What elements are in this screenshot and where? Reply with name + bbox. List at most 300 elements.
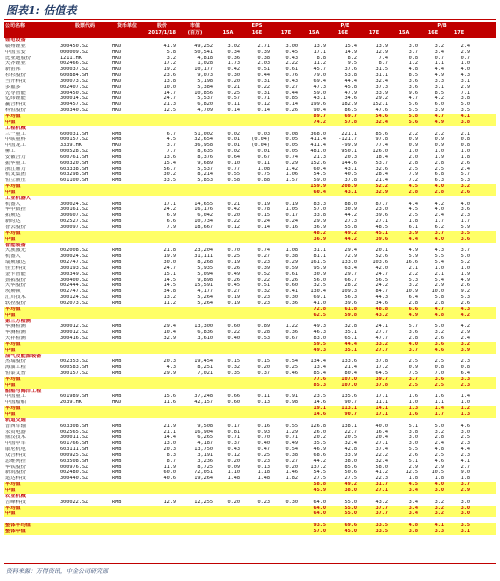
- cell: 32.6: [375, 166, 388, 172]
- cell: 601100.SH: [60, 178, 89, 184]
- cell: 300400.SZ: [60, 277, 89, 283]
- cell: 0.23: [257, 458, 270, 464]
- cell: 5,537: [197, 166, 213, 172]
- cell: 37.8: [375, 382, 388, 388]
- cell: RMB: [112, 271, 122, 277]
- cell: 20.1: [375, 248, 388, 254]
- cell: 0.55: [227, 172, 240, 178]
- cell: 5.1: [408, 423, 418, 429]
- cell: 7,021: [197, 371, 213, 377]
- cell: 0.9: [434, 137, 444, 143]
- cell: 1.7: [434, 219, 444, 225]
- cell: 0.16: [285, 225, 298, 230]
- cell: 0.22: [227, 330, 240, 336]
- cell: 0.66: [227, 394, 240, 400]
- cell: RMB: [112, 201, 122, 207]
- cell: 0.85: [285, 96, 298, 102]
- cell: 5.3: [408, 277, 418, 283]
- cell: 12.9: [375, 49, 388, 55]
- cell: 603308.SH: [60, 423, 89, 429]
- cell: 133.6: [341, 359, 357, 365]
- cell: 14.1: [375, 406, 388, 412]
- cell: 14.5: [163, 277, 176, 283]
- cell: 45.8: [344, 84, 357, 90]
- cell: 54.6: [375, 113, 388, 119]
- cell: 12.5: [163, 108, 176, 114]
- cell: 第三方检测: [5, 318, 31, 324]
- cell: 29.7: [344, 271, 357, 277]
- cell: 中国中车: [5, 441, 26, 447]
- cell: 13,300: [194, 324, 213, 330]
- cell: 海油工程: [5, 365, 26, 371]
- cell: 3.2: [460, 341, 470, 347]
- cell: 80.4: [344, 371, 357, 377]
- cell: 2.6: [460, 300, 470, 306]
- cell: 13.6: [163, 154, 176, 160]
- cell: 7.5: [408, 371, 418, 377]
- cell: 002565.SZ: [60, 429, 89, 435]
- cell: 0.51: [257, 283, 270, 289]
- cell: 20.3: [163, 359, 176, 365]
- cell: 0.77: [227, 166, 240, 172]
- cell: RMB: [112, 429, 122, 435]
- cell: 0.9: [408, 137, 418, 143]
- cell: 3.9: [434, 108, 444, 114]
- cell: 2.3: [460, 213, 470, 219]
- cell: [244, 529, 270, 535]
- cell: RMB: [112, 336, 122, 342]
- cell: 0.31: [257, 78, 270, 84]
- cell: 10,734: [194, 219, 213, 225]
- cell: 平均值: [5, 505, 21, 511]
- cell: 0.57: [227, 96, 240, 102]
- cell: 32.4: [375, 458, 388, 464]
- cell: 0.60: [285, 283, 298, 289]
- cell: 4.3: [434, 248, 444, 254]
- cell: RMB: [112, 283, 122, 289]
- cell: 4.0: [408, 341, 418, 347]
- cell: 8.3: [166, 452, 176, 458]
- cell: 74.2: [313, 119, 326, 125]
- cell: HKD: [112, 67, 122, 73]
- cell: 12,255: [194, 499, 213, 505]
- cell: 1.7: [434, 412, 444, 417]
- cell: 0.8: [460, 143, 470, 149]
- cell: RMB: [112, 359, 122, 365]
- cell: 2.8: [408, 336, 418, 342]
- cell: 31.7: [375, 482, 388, 488]
- cell: 603508.SH: [60, 458, 89, 464]
- cell: 轨道交通: [5, 417, 26, 423]
- cell: 13,750: [194, 447, 213, 453]
- cell: 0.23: [257, 295, 270, 301]
- cell: 27.7: [375, 347, 388, 353]
- cell: 汇川技术: [5, 295, 26, 301]
- cell: 85.6: [344, 464, 357, 470]
- cell: 0.26: [285, 277, 298, 283]
- cell: 300193.SZ: [60, 265, 89, 271]
- cell: 32.8: [344, 324, 357, 330]
- cell: 18,667: [194, 225, 213, 230]
- cell: 93.5: [313, 523, 326, 529]
- cell: 55.0: [344, 511, 357, 517]
- cell: 0.13: [257, 464, 270, 470]
- cell: 天祥检测: [5, 336, 26, 342]
- cell: 0.05: [285, 137, 298, 143]
- cell: 11.1: [375, 400, 388, 406]
- cell: 0.37: [227, 441, 240, 447]
- cell: 300124.SZ: [60, 295, 89, 301]
- cell: 1.7: [460, 219, 470, 225]
- cell: 思维列控: [5, 458, 26, 464]
- cell: 1.2: [408, 61, 418, 67]
- cell: 0.41: [285, 289, 298, 295]
- cell: 28.4: [375, 172, 388, 178]
- cell: 0.51: [257, 67, 270, 73]
- cell: 2.9: [460, 330, 470, 336]
- cell: 0.71: [257, 96, 270, 102]
- cell: 永贵电器: [5, 429, 26, 435]
- cell: 72.9: [344, 254, 357, 260]
- cell: 船舶与海洋工程: [5, 388, 42, 394]
- cell: 14.6: [313, 412, 326, 417]
- cell: 埃斯顿: [5, 289, 21, 295]
- cell: 1.6: [434, 394, 444, 400]
- cell: 恒立液压: [5, 178, 26, 184]
- cell: 32.4: [375, 119, 388, 125]
- cell: 109.3: [341, 289, 357, 295]
- cell: HKD: [112, 43, 122, 49]
- cell: 0.44: [285, 90, 298, 96]
- cell: 66.7: [344, 277, 357, 283]
- cell: 2.6: [460, 283, 470, 289]
- header-year: 17E: [368, 30, 380, 36]
- cell: 7.2: [408, 178, 418, 184]
- cell: 6.1: [408, 225, 418, 230]
- cell: 0.25: [227, 90, 240, 96]
- cell: 2.71: [257, 43, 270, 49]
- cell: 6,820: [197, 102, 213, 108]
- cell: 15.4: [163, 160, 176, 166]
- cell: 32,654: [194, 137, 213, 143]
- cell: 0.05: [285, 149, 298, 155]
- cell: 31,111: [194, 254, 213, 260]
- cell: RMB: [112, 277, 122, 283]
- cell: 601989.SH: [60, 394, 89, 400]
- cell: 0.43: [285, 78, 298, 84]
- cell: RMB: [112, 295, 122, 301]
- cell: 7.9: [166, 225, 176, 230]
- cell: 0.26: [227, 265, 240, 271]
- cell: 0.27: [227, 289, 240, 295]
- cell: 0.67: [285, 336, 298, 342]
- cell: 3.1: [460, 78, 470, 84]
- cell: HKD: [112, 55, 122, 61]
- cell: 2.9: [460, 487, 470, 493]
- cell: 14.9: [344, 49, 357, 55]
- cell: 4.8: [408, 523, 418, 529]
- cell: 77.6: [313, 376, 326, 382]
- cell: 机器人: [5, 254, 21, 260]
- cell: 油气及能源装备: [5, 353, 42, 359]
- cell: 1.4: [460, 394, 470, 400]
- cell: 2.8: [434, 435, 444, 441]
- cell: 002747.SZ: [60, 260, 89, 266]
- cell: 当升科技: [5, 78, 26, 84]
- cell: 4.0: [434, 482, 444, 488]
- cell: 0.38: [257, 55, 270, 61]
- cell: 23,204: [194, 248, 213, 254]
- cell: 华测检测: [5, 330, 26, 336]
- cell: 0.49: [227, 271, 240, 277]
- cell: RMB: [112, 499, 122, 505]
- cell: 瑞斯康达: [5, 260, 26, 266]
- cell: 2.22: [285, 61, 298, 67]
- cell: 杉杉股份: [5, 73, 26, 79]
- cell: 50,541: [194, 49, 213, 55]
- cell: 2.8: [434, 300, 444, 306]
- cell: 4,177: [197, 289, 213, 295]
- cell: 2.4: [460, 336, 470, 342]
- cell: 2.5: [408, 213, 418, 219]
- cell: 14,655: [194, 201, 213, 207]
- cell: RMB: [112, 166, 122, 172]
- cell: 新时达: [5, 219, 21, 225]
- cell: 4.9: [460, 277, 470, 283]
- cell: 4.0: [434, 236, 444, 242]
- cell: 0.47: [257, 447, 270, 453]
- cell: 0.13: [257, 400, 270, 406]
- cell: 10.9: [405, 289, 418, 295]
- cell: RMB: [112, 137, 122, 143]
- cell: 平均值: [5, 230, 21, 236]
- cell: 中值: [5, 347, 16, 353]
- cell: 华铁股份: [5, 464, 26, 470]
- cell: 0.11: [257, 160, 270, 166]
- cell: 0.71: [227, 435, 240, 441]
- cell: 恒泰艾普: [5, 371, 26, 377]
- cell: 11.9: [163, 464, 176, 470]
- cell: 3.0: [460, 505, 470, 511]
- cell: 0.38: [285, 254, 298, 260]
- cell: 2.5: [434, 166, 444, 172]
- cell: 9,508: [197, 423, 213, 429]
- cell: 0.9: [434, 143, 444, 149]
- cell: 88.0: [344, 201, 357, 207]
- cell: 27.1: [375, 219, 388, 225]
- cell: 37,248: [194, 394, 213, 400]
- cell: 16.4: [375, 429, 388, 435]
- cell: 5.8: [166, 49, 176, 55]
- cell: 3.8: [460, 96, 470, 102]
- cell: 64.0: [313, 511, 326, 517]
- cell: 32.5: [313, 283, 326, 289]
- cell: 33.9: [344, 452, 357, 458]
- cell: 0.01: [227, 143, 240, 149]
- cell: 4.3: [460, 73, 470, 79]
- cell: 9,073: [197, 73, 213, 79]
- header-pe: P/E: [340, 23, 350, 29]
- cell: 44.2: [313, 458, 326, 464]
- cell: 55.0: [344, 499, 357, 505]
- cell: 8,725: [197, 464, 213, 470]
- cell: 137.2: [310, 464, 326, 470]
- cell: 0.81: [227, 429, 240, 435]
- cell: 21.3: [313, 154, 326, 160]
- cell: 27.1: [375, 487, 388, 493]
- cell: 144.6: [341, 160, 357, 166]
- cell: 3.2: [434, 429, 444, 435]
- cell: 1.8: [434, 476, 444, 482]
- cell: 5.7: [460, 172, 470, 178]
- cell: 0.36: [285, 300, 298, 306]
- cell: 3.7: [434, 230, 444, 236]
- cell: 0.26: [227, 277, 240, 283]
- cell: 126.8: [310, 423, 326, 429]
- cell: 0.49: [285, 441, 298, 447]
- cell: 41.2: [375, 470, 388, 476]
- cell: 39.6: [344, 300, 357, 306]
- cell: 0.39: [257, 265, 270, 271]
- cell: 43.1: [344, 189, 357, 195]
- cell: 杰瑞股份: [5, 359, 26, 365]
- cell: 49,252: [194, 43, 213, 49]
- cell: [148, 529, 176, 535]
- cell: 0.19: [227, 295, 240, 301]
- header-year: 17E: [453, 30, 465, 36]
- cell: 5.8: [408, 113, 418, 119]
- cell: 300457.SZ: [60, 102, 89, 108]
- cell: 37.8: [375, 359, 388, 365]
- cell: 中国宝安: [5, 49, 26, 55]
- cell: 农业机械: [5, 493, 26, 499]
- cell: 金卡智能: [5, 271, 26, 277]
- cell: 2.2: [408, 131, 418, 137]
- cell: 65.1: [344, 336, 357, 342]
- cell: 57.0: [313, 207, 326, 213]
- cell: 3.6: [434, 341, 444, 347]
- cell: 8.7: [166, 458, 176, 464]
- cell: 69.1: [313, 295, 326, 301]
- cell: 吉峰科技: [5, 499, 26, 505]
- cell: 24.7: [163, 96, 176, 102]
- cell: 5,853: [197, 178, 213, 184]
- cell: 31.5: [375, 67, 388, 73]
- cell: 3.4: [408, 487, 418, 493]
- cell: 中值: [5, 412, 16, 417]
- cell: 工业机器人: [5, 195, 31, 201]
- cell: 中值: [5, 382, 16, 388]
- cell: 47.6: [375, 108, 388, 114]
- header-date: 2017/1/18: [147, 30, 176, 36]
- cell: 0.29: [285, 160, 298, 166]
- cell: 4.7: [434, 306, 444, 312]
- cell: 24.2: [163, 207, 176, 213]
- cell: 1.0: [408, 400, 418, 406]
- cell: 49.2: [344, 230, 357, 236]
- cell: 10.0: [163, 84, 176, 90]
- cell: 4.8: [434, 312, 444, 318]
- cell: 6,836: [197, 330, 213, 336]
- cell: 0.24: [285, 219, 298, 225]
- cell: 0.7: [434, 55, 444, 61]
- cell: RMB: [112, 178, 122, 184]
- cell: 26.0: [313, 429, 326, 435]
- cell: 40.0: [375, 423, 388, 429]
- cell: 3.7: [166, 143, 176, 149]
- cell: 30.2: [163, 172, 176, 178]
- cell: RMB: [112, 213, 122, 219]
- cell: 0.02: [227, 131, 240, 137]
- cell: 39.7: [375, 376, 388, 382]
- header-pb: P/B: [437, 23, 447, 29]
- cell: 54.5: [313, 172, 326, 178]
- cell: 29.4: [344, 248, 357, 254]
- cell: 中值: [5, 312, 16, 318]
- cell: 1.0: [434, 149, 444, 155]
- cell: 0.22: [257, 84, 270, 90]
- cell: 2.5: [408, 166, 418, 172]
- cell: 60.4: [313, 166, 326, 172]
- cell: 39.6: [375, 213, 388, 219]
- cell: 85.6: [375, 131, 388, 137]
- cell: 300450.SZ: [60, 90, 89, 96]
- cell: 6.0: [434, 102, 444, 108]
- cell: 21.8: [163, 248, 176, 254]
- cell: 107.0: [341, 382, 357, 388]
- cell: 53.8: [344, 73, 357, 79]
- cell: 1.4: [434, 406, 444, 412]
- cell: 4.4: [408, 236, 418, 242]
- cell: 44.2: [344, 213, 357, 219]
- cell: 33.8: [313, 213, 326, 219]
- cell: 浙江鼎力: [5, 166, 26, 172]
- cell: 0.14: [257, 108, 270, 114]
- cell: 1.42: [285, 166, 298, 172]
- cell: 6.4: [408, 295, 418, 301]
- cell: 3.2: [408, 283, 418, 289]
- cell: 300157.SZ: [60, 371, 89, 377]
- cell: 002527.SZ: [60, 219, 89, 225]
- cell: 9.0: [460, 470, 470, 476]
- cell: 138.1: [341, 423, 357, 429]
- cell: 5.6: [408, 102, 418, 108]
- cell: 48.5: [375, 225, 388, 230]
- cell: 19.2: [163, 67, 176, 73]
- cell: 1.8: [460, 476, 470, 482]
- cell: 37.6: [344, 67, 357, 73]
- cell: 2.7: [460, 464, 470, 470]
- cell: 0.20: [227, 213, 240, 219]
- cell: 中值: [5, 487, 16, 493]
- cell: 5.4: [434, 277, 444, 283]
- cell: 16,176: [194, 207, 213, 213]
- cell: 科恒股份: [5, 108, 26, 114]
- cell: 48.8: [375, 306, 388, 312]
- cell: 4.6: [434, 347, 444, 353]
- cell: 30.0: [163, 260, 176, 266]
- cell: 3.3: [434, 78, 444, 84]
- cell: 4.5: [408, 184, 418, 190]
- cell: 57.0: [313, 528, 326, 534]
- cell: 0.15: [257, 359, 270, 365]
- cell: 600320.SH: [60, 160, 89, 166]
- header-year: 16E: [427, 30, 439, 36]
- header-mcap-unit: (百万): [187, 30, 203, 36]
- cell: 0.01: [227, 137, 240, 143]
- cell: 0.20: [227, 458, 240, 464]
- cell: 4.4: [408, 201, 418, 207]
